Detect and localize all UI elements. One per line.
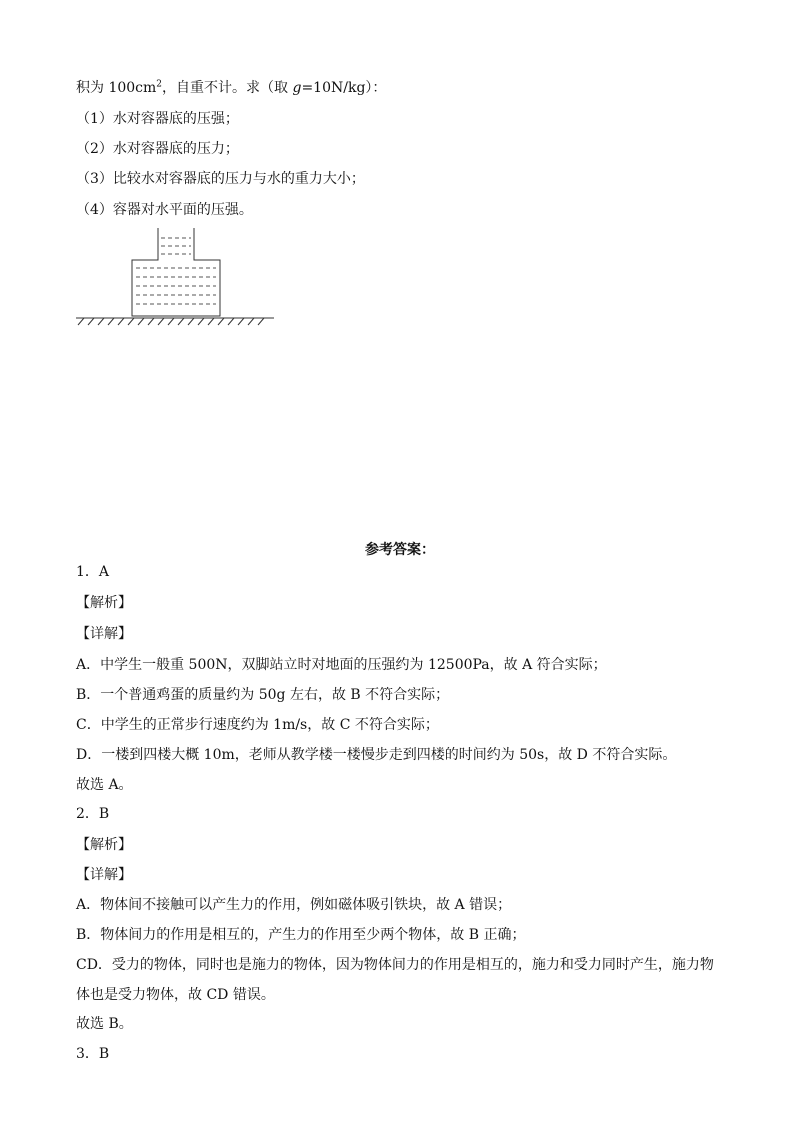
- answer-line: CD．受力的物体，同时也是施力的物体，因为物体间力的作用是相互的，施力和受力同时产生，施力物: [76, 957, 714, 973]
- ground-surface: [76, 318, 274, 325]
- detail-label: 【详解】: [76, 626, 132, 642]
- answer-line: B．一个普通鸡蛋的质量约为 50g 左右，故 B 不符合实际；: [76, 687, 450, 703]
- question-item: （1）水对容器底的压强；: [76, 111, 239, 127]
- intro-suffix: =10N/kg）：: [301, 80, 387, 96]
- answer-conclusion: 故选 A。: [76, 777, 133, 793]
- question-item: （2）水对容器底的压力；: [76, 141, 239, 157]
- answer-line: B．物体间力的作用是相互的，产生力的作用至少两个物体，故 B 正确；: [76, 927, 526, 943]
- answer-conclusion: 故选 B。: [76, 1016, 133, 1032]
- intro-prefix: 积为 100cm: [76, 80, 157, 96]
- answer-line: C．中学生的正常步行速度约为 1m/s，故 C 不符合实际；: [76, 717, 439, 733]
- answer-number: 2．B: [76, 806, 110, 822]
- question-intro: [76, 79, 386, 97]
- question-item: （3）比较水对容器底的压力与水的重力大小；: [76, 171, 365, 187]
- container-outline: [132, 228, 220, 316]
- answer-line: A．中学生一般重 500N，双脚站立时对地面的压强约为 12500Pa，故 A 符合实际；: [76, 657, 607, 673]
- question-item: （4）容器对水平面的压强。: [76, 202, 253, 218]
- answer-line: D．一楼到四楼大概 10m，老师从教学楼一楼慢步走到四楼的时间约为 50s，故 D 不符合实际。: [76, 747, 677, 763]
- intro-superscript: 2: [156, 79, 163, 90]
- intro-variable: g: [292, 80, 302, 96]
- analysis-label: 【解析】: [76, 595, 132, 611]
- analysis-label: 【解析】: [76, 837, 132, 853]
- answer-line: A．物体间不接触可以产生力的作用，例如磁体吸引铁块，故 A 错误；: [76, 897, 512, 913]
- intro-middle: ，自重不计。求（取: [162, 80, 293, 96]
- answer-line: 体也是受力物体，故 CD 错误。: [76, 987, 275, 1003]
- answer-number: 1．A: [76, 564, 110, 580]
- container-diagram: [70, 222, 280, 332]
- answer-number: 3．B: [76, 1046, 110, 1062]
- detail-label: 【详解】: [76, 867, 132, 883]
- answers-heading: 参考答案：: [365, 542, 435, 558]
- water-lines: [136, 238, 216, 304]
